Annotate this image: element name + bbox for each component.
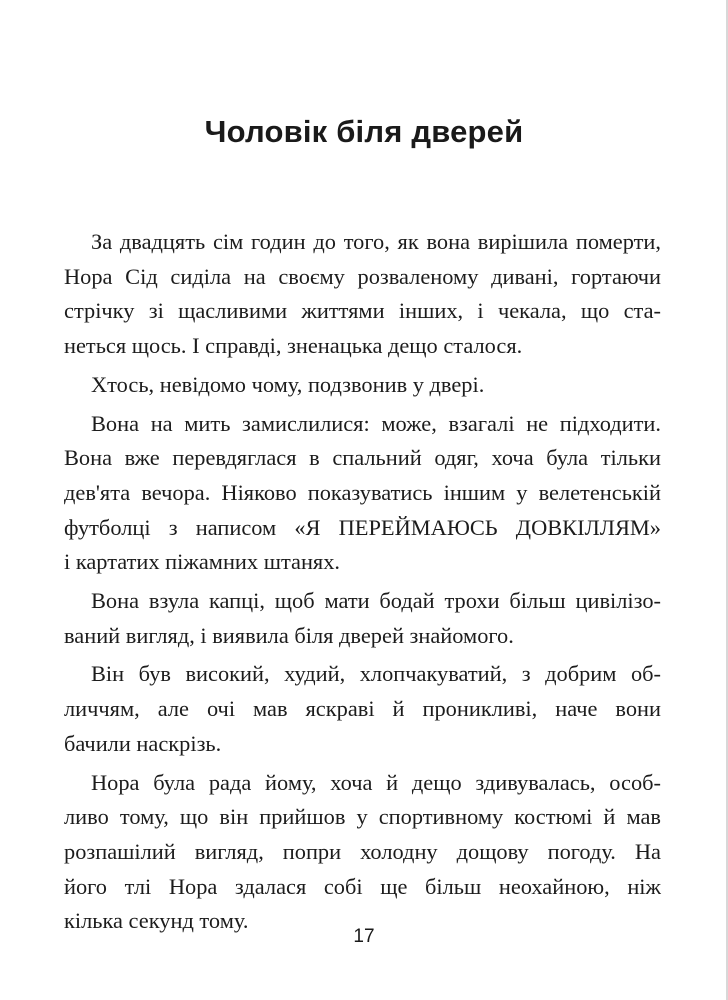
text-line: За двадцять сім годин до того, як вона вирішила померти,	[91, 229, 661, 254]
text-line: кілька секунд тому.	[64, 908, 249, 934]
text-line: Вона на мить замислилися: може, взагалі не підходити.	[91, 410, 661, 436]
text-line: Вона вже перевдяглася в спальний одяг, хоча була тільки	[64, 445, 661, 471]
text-line: дев'ята вечора. Ніяково показуватись іншим у велетенській	[64, 479, 661, 505]
text-line: личчям, але очі мав яскраві й проникливі, наче вони	[64, 696, 661, 722]
body-text	[64, 225, 661, 939]
text-line: стрічку зі щасливими життями інших, і чекала, що ста-	[64, 298, 661, 324]
text-line: Він був високий, худий, хлопчакуватий, з добрим об-	[91, 661, 661, 687]
paragraph	[64, 657, 661, 761]
text-line: Хтось, невідомо чому, подзвонив у двері.	[91, 371, 485, 397]
text-line: бачили наскрізь.	[64, 730, 222, 756]
text-line: і картатих піжамних штанях.	[64, 549, 341, 575]
text-line: ваний вигляд, і виявила біля дверей знайомого.	[64, 622, 514, 648]
text-line: ливо тому, що він прийшов у спортивному костюмі й мав	[64, 804, 661, 830]
paragraph	[64, 368, 661, 403]
paragraph	[64, 766, 661, 940]
page-number: 17	[353, 926, 375, 947]
text-line: неться щось. І справді, зненацька дещо сталося.	[64, 333, 523, 359]
text-line: Нора була рада йому, хоча й дещо здивувалась, особ-	[91, 769, 661, 795]
text-line: футболці з написом «Я ПЕРЕЙМАЮСЬ ДОВКІЛЛЯМ»	[64, 514, 661, 540]
paragraph	[64, 584, 661, 653]
text-line: Вона взула капці, щоб мати бодай трохи більш цивілізо-	[91, 588, 661, 614]
paragraph	[64, 225, 661, 364]
text-line: розпашілий вигляд, попри холодну дощову погоду. На	[64, 838, 661, 864]
chapter-title: Чоловік біля дверей	[204, 114, 524, 149]
text-line: Нора Сід сиділа на своєму розваленому дивані, гортаючи	[64, 263, 661, 289]
text-line: його тлі Нора здалася собі ще більш неохайною, ніж	[64, 873, 661, 899]
paragraph	[64, 407, 661, 581]
